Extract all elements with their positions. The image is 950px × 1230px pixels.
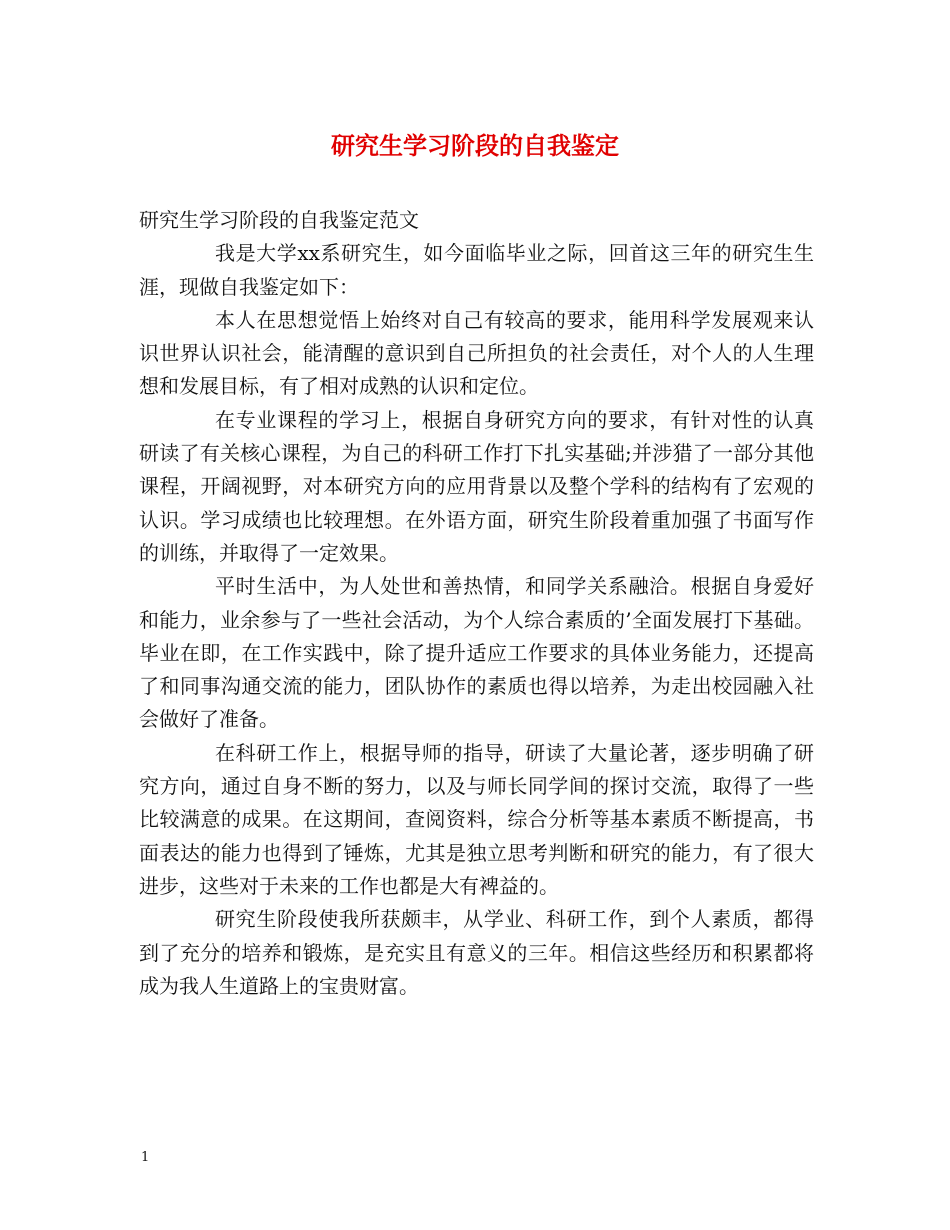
page-number: 1 <box>141 1150 150 1165</box>
document-title: 研究生学习阶段的自我鉴定 <box>331 132 619 160</box>
paragraph-intro: 我是大学xx系研究生，如今面临毕业之际，回首这三年的研究生生涯，现做自我鉴定如下： <box>139 241 814 299</box>
paragraph-research: 在科研工作上，根据导师的指导，研读了大量论著，逐步明确了研究方向，通过自身不断的努力，以及与师长同学间的探讨交流，取得了一些比较满意的成果。在这期间，查阅资料，综合分析等基本素质不断提高，书面表达的能力也得到了锤炼，尤其是独立思考判断和研究的能力，有了很大进步，这些对于未来的工作也都是大有裨益的。 <box>139 740 814 898</box>
document-subtitle: 研究生学习阶段的自我鉴定范文 <box>139 208 419 232</box>
paragraph-conclusion: 研究生阶段使我所获颇丰，从学业、科研工作，到个人素质，都得到了充分的培养和锻炼，是充实且有意义的三年。相信这些经历和积累都将成为我人生道路上的宝贵财富。 <box>139 907 814 998</box>
paragraph-daily-life: 平时生活中，为人处世和善热情，和同学关系融洽。根据自身爱好和能力，业余参与了一些社会活动，为个人综合素质的’全面发展打下基础。毕业在即，在工作实践中，除了提升适应工作要求的具体业务能力，还提高了和同事沟通交流的能力，团队协作的素质也得以培养，为走出校园融入社会做好了准备。 <box>139 574 814 732</box>
paragraph-ideology: 本人在思想觉悟上始终对自己有较高的要求，能用科学发展观来认识世界认识社会，能清醒的意识到自己所担负的社会责任，对个人的人生理想和发展目标，有了相对成熟的认识和定位。 <box>139 307 814 399</box>
document-body <box>139 204 814 1003</box>
paragraph-coursework: 在专业课程的学习上，根据自身研究方向的要求，有针对性的认真研读了有关核心课程，为自己的科研工作打下扎实基础;并涉猎了一部分其他课程，开阔视野，对本研究方向的应用背景以及整个学科的结构有了宏观的认识。学习成绩也比较理想。在外语方面，研究生阶段着重加强了书面写作的训练，并取得了一定效果。 <box>139 407 814 565</box>
